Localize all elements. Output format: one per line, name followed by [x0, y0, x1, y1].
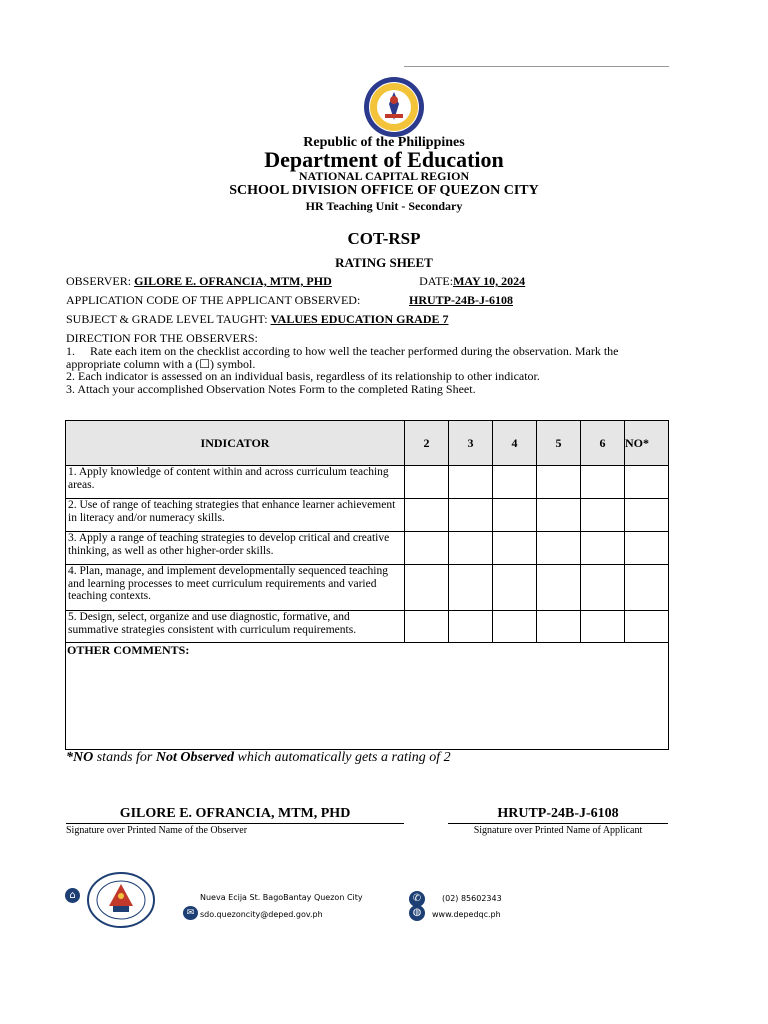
deped-seal-logo	[363, 76, 425, 138]
rating-cell[interactable]	[449, 466, 493, 499]
rating-cell[interactable]	[493, 611, 537, 643]
rating-cell[interactable]	[581, 499, 625, 532]
division-line: SCHOOL DIVISION OFFICE OF QUEZON CITY	[229, 183, 539, 198]
rating-cell[interactable]	[493, 565, 537, 611]
rating-cell[interactable]	[537, 611, 581, 643]
footer-email[interactable]: sdo.quezoncity@deped.gov.ph	[200, 910, 323, 919]
observer-label: OBSERVER:	[66, 274, 132, 288]
rating-cell[interactable]	[449, 499, 493, 532]
table-header-row	[66, 421, 669, 466]
table-row	[66, 499, 669, 532]
rating-cell[interactable]	[449, 611, 493, 643]
rating-cell[interactable]	[405, 611, 449, 643]
rating-cell[interactable]	[449, 565, 493, 611]
rating-cell[interactable]	[493, 466, 537, 499]
rating-cell[interactable]	[493, 532, 537, 565]
sdo-quezon-city-logo	[87, 872, 155, 928]
rating-cell[interactable]	[537, 499, 581, 532]
observer-value: GILORE E. OFRANCIA, MTM, PHD	[134, 274, 332, 288]
rating-cell[interactable]	[537, 466, 581, 499]
direction-2: 2. Each indicator is assessed on an individual basis, regardless of its relationship to other indicator.	[66, 369, 540, 383]
date-value: MAY 10, 2024	[453, 274, 526, 288]
direction-1-text: Rate each item on the checklist according to how well the teacher performed during the observation. Mark the appropriate column with a (☐) symbol.	[66, 344, 619, 371]
applicant-signature-caption: Signature over Printed Name of Applicant	[473, 825, 643, 836]
rating-cell[interactable]	[581, 611, 625, 643]
subject-label: SUBJECT & GRADE LEVEL TAUGHT:	[66, 312, 268, 326]
rating-cell[interactable]	[625, 611, 669, 643]
table-row	[66, 532, 669, 565]
observer-signature-line	[66, 823, 404, 824]
rating-table	[65, 420, 669, 643]
rating-cell[interactable]	[625, 565, 669, 611]
date-label: DATE:	[419, 274, 454, 288]
rating-cell[interactable]	[493, 499, 537, 532]
rating-cell[interactable]	[537, 565, 581, 611]
subject-value: VALUES EDUCATION GRADE 7	[270, 312, 449, 326]
indicator-1: 1. Apply knowledge of content within and across curriculum teaching areas.	[66, 466, 405, 499]
indicator-4-cell	[66, 565, 405, 611]
indicator-3: 3. Apply a range of teaching strategies to develop critical and creative thinking, as well as other higher-order skills.	[66, 532, 405, 565]
rating-cell[interactable]	[405, 499, 449, 532]
rating-cell[interactable]	[405, 532, 449, 565]
footer-address: Nueva Ecija St. BagoBantay Quezon City	[200, 893, 363, 902]
footnote	[66, 750, 451, 766]
direction-1	[66, 345, 666, 370]
directions-heading: DIRECTION FOR THE OBSERVERS:	[66, 331, 258, 345]
table-row	[66, 565, 669, 611]
globe-icon: ◍	[409, 905, 425, 921]
header-rating-4: 4	[493, 421, 537, 466]
form-title: COT-RSP	[347, 229, 421, 248]
form-subtitle: RATING SHEET	[335, 255, 433, 270]
footer-website[interactable]: www.depedqc.ph	[432, 910, 501, 919]
region-line: NATIONAL CAPITAL REGION	[298, 169, 470, 183]
header-indicator: INDICATOR	[66, 421, 405, 466]
direction-3: 3. Attach your accomplished Observation Notes Form to the completed Rating Sheet.	[66, 382, 476, 396]
indicator-5: 5. Design, select, organize and use diagnostic, formative, and summative strategies consistent with curriculum requirements.	[66, 611, 405, 643]
rating-cell[interactable]	[625, 466, 669, 499]
phone-icon: ✆	[409, 891, 425, 907]
app-code-field	[66, 293, 513, 308]
footnote-mid: stands for	[93, 750, 156, 765]
header-rating-6: 6	[581, 421, 625, 466]
rating-cell[interactable]	[405, 565, 449, 611]
footnote-no: *NO	[66, 750, 94, 765]
header-rating-3: 3	[449, 421, 493, 466]
app-code-value: HRUTP-24B-J-6108	[409, 293, 513, 307]
department-title: Department of Education	[264, 147, 504, 172]
observer-field	[66, 274, 525, 289]
rating-cell[interactable]	[581, 466, 625, 499]
rating-cell[interactable]	[405, 466, 449, 499]
applicant-signature-name: HRUTP-24B-J-6108	[497, 806, 619, 821]
indicator-2: 2. Use of range of teaching strategies that enhance learner achievement in literacy and/or numeracy skills.	[66, 499, 405, 532]
header-rating-5: 5	[537, 421, 581, 466]
mail-icon: ✉	[183, 906, 198, 920]
home-icon: ⌂	[65, 888, 80, 903]
table-row	[66, 466, 669, 499]
republic-line: Republic of the Philippines	[303, 135, 465, 150]
direction-1-number: 1.	[66, 344, 75, 358]
rating-cell[interactable]	[625, 499, 669, 532]
header-not-observed: NO*	[625, 421, 669, 466]
observer-signature-name: GILORE E. OFRANCIA, MTM, PHD	[119, 806, 351, 821]
subject-field	[66, 312, 448, 327]
app-code-label: APPLICATION CODE OF THE APPLICANT OBSERVED:	[66, 293, 361, 307]
footnote-not-observed: Not Observed	[155, 750, 235, 765]
footnote-end: which automatically gets a rating of 2	[234, 750, 451, 765]
rating-cell[interactable]	[449, 532, 493, 565]
other-comments-label: OTHER COMMENTS:	[67, 643, 190, 657]
rating-cell[interactable]	[581, 565, 625, 611]
header-rating-2: 2	[405, 421, 449, 466]
table-row	[66, 611, 669, 643]
observer-signature-caption: Signature over Printed Name of the Observer	[66, 825, 248, 836]
rating-cell[interactable]	[581, 532, 625, 565]
header-rule	[404, 66, 669, 67]
other-comments-box[interactable]	[65, 642, 669, 750]
footer-phone: (02) 85602343	[442, 894, 502, 903]
applicant-signature-line	[448, 823, 668, 824]
rating-cell[interactable]	[537, 532, 581, 565]
unit-line: HR Teaching Unit - Secondary	[305, 199, 463, 213]
indicator-4: 4. Plan, manage, and implement developmentally sequenced teaching and learning processes to meet curriculum requirements and varied teaching contexts.	[68, 565, 388, 602]
rating-cell[interactable]	[625, 532, 669, 565]
